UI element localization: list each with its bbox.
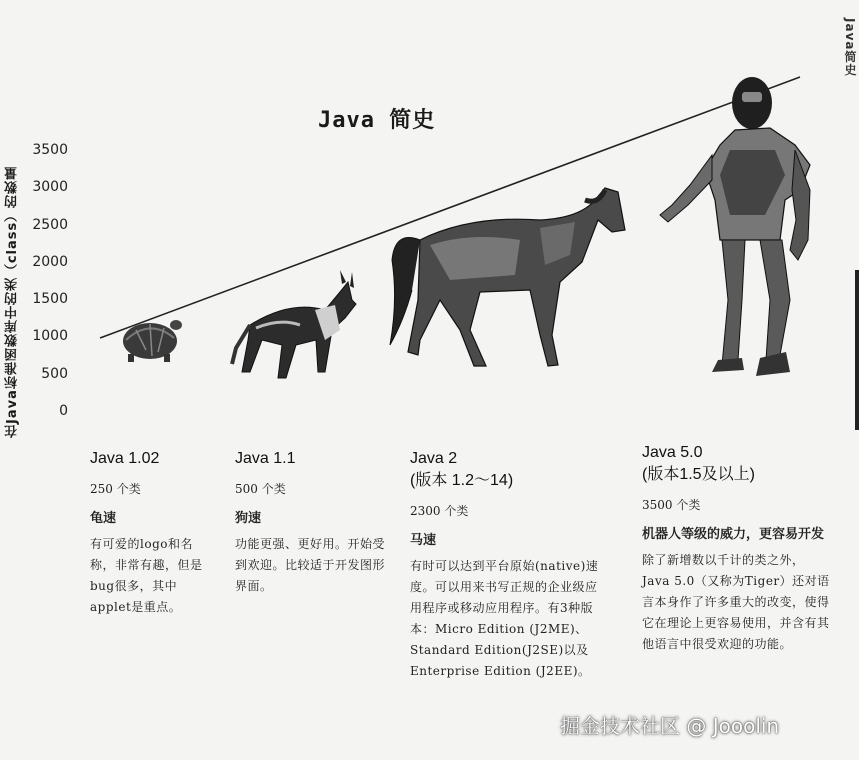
version-label: Java 1.02 — [90, 450, 160, 467]
watermark: 掘金技术社区 @ Jooolin — [560, 714, 780, 738]
version-label: Java 5.0 — [642, 444, 703, 461]
description: 有时可以达到平台原始(native)速度。可以用来书写正规的企业级应用程序或移动应用程序。有3种版本：Micro Edition (J2ME)、Standard Edition(J2SE)以及 Enterprise Edition (J2EE)。 — [410, 559, 599, 678]
y-tick-label: 0 — [59, 403, 68, 419]
class-count: 500 个类 — [235, 482, 286, 496]
column-java-102 — [90, 448, 215, 618]
y-axis-label: 在Java标准函数库中的类（class）的数量 — [5, 165, 20, 438]
column-java-2 — [410, 448, 605, 682]
speed-name: 狗速 — [235, 511, 262, 526]
speed-name: 机器人等级的威力，更容易开发 — [642, 527, 825, 542]
class-count: 250 个类 — [90, 482, 141, 496]
description: 功能更强、更好用。开始受到欢迎。比较适于开发图形界面。 — [235, 537, 386, 593]
description: 有可爱的logo和名称，非常有趣，但是bug很多，其中applet是重点。 — [90, 537, 203, 614]
version-sub-label: (版本 1.2～14) — [410, 472, 514, 489]
column-java-50 — [642, 442, 832, 655]
y-tick-label: 500 — [41, 365, 68, 382]
dog-icon — [232, 270, 356, 378]
y-tick-label: 3500 — [32, 142, 68, 158]
speed-name: 马速 — [410, 533, 437, 548]
y-tick-label: 2500 — [32, 216, 68, 233]
y-tick-label: 1000 — [32, 328, 68, 345]
description: 除了新增数以千计的类之外，Java 5.0（又称为Tiger）还对语言本身作了许多重大的改变，使得它在理论上更容易使用，并含有其他语言中很受欢迎的功能。 — [642, 553, 830, 651]
y-tick-label: 2000 — [32, 253, 68, 270]
version-sub-label: (版本1.5及以上) — [642, 466, 755, 483]
column-java-11 — [235, 448, 385, 597]
robot-icon — [660, 77, 810, 376]
speed-name: 龟速 — [90, 511, 117, 526]
class-count: 2300 个类 — [410, 504, 469, 518]
y-tick-label: 1500 — [32, 291, 68, 308]
chart-title: Java 简史 — [318, 108, 436, 133]
y-tick-label: 3000 — [32, 179, 68, 196]
version-label: Java 2 — [410, 450, 458, 467]
horse-icon — [390, 188, 625, 366]
class-count: 3500 个类 — [642, 498, 701, 512]
side-chapter-tab: Java简史 — [843, 18, 857, 77]
version-label: Java 1.1 — [235, 450, 296, 467]
